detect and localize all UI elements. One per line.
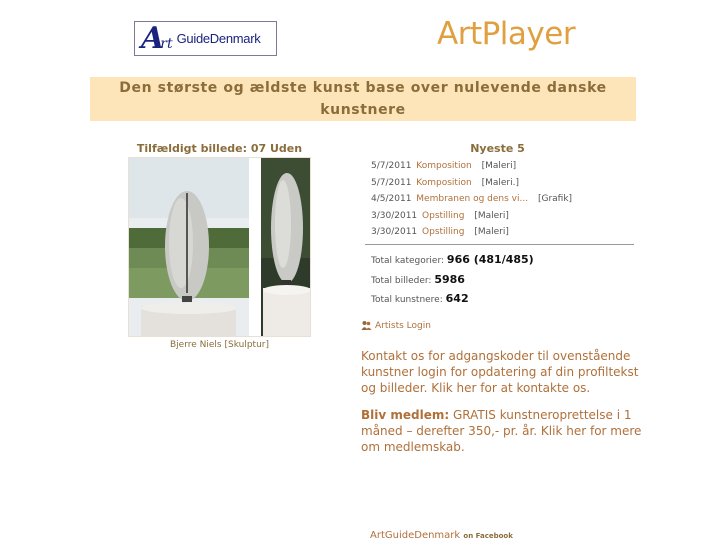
artguide-logo[interactable]: [134, 21, 277, 56]
users-icon: [361, 320, 372, 331]
stat-label: Total billeder:: [371, 275, 432, 286]
list-item: [371, 208, 636, 225]
item-link[interactable]: Opstilling: [422, 227, 465, 237]
item-category: [Maleri.]: [481, 177, 519, 188]
item-link[interactable]: Membranen og dens vi...: [416, 194, 529, 204]
facebook-link[interactable]: [370, 530, 513, 541]
stat-categories: [371, 251, 534, 271]
stat-value: 642: [445, 292, 469, 305]
item-category: [Maleri]: [474, 210, 509, 221]
item-date: 5/7/2011: [371, 177, 412, 188]
random-image-title: Tilfældigt billede: 07 Uden: [136, 142, 303, 155]
latest-list: [371, 158, 636, 241]
item-category: [Maleri]: [481, 161, 517, 171]
sculpture-photo: [129, 158, 311, 337]
artists-login-link[interactable]: [361, 320, 431, 331]
artists-login-label: Artists Login: [375, 320, 431, 331]
list-item: [371, 158, 636, 175]
stat-value: 5986: [434, 272, 465, 286]
item-link[interactable]: Komposition: [416, 177, 472, 188]
latest-title: Nyeste 5: [470, 142, 525, 155]
logo-letter: A: [141, 20, 163, 56]
list-item: [371, 175, 636, 192]
item-date: 3/30/2011: [371, 210, 418, 221]
stat-value: 966 (481/485): [446, 253, 534, 266]
item-category: [Maleri]: [474, 227, 509, 237]
stat-artists: [371, 290, 534, 310]
contact-text[interactable]: Kontakt os for adgangskoder til ovenstående kunstner login for opdatering af din profiltekst og billeder. Klik her for at kontakte os.: [361, 349, 639, 395]
stats-block: [371, 251, 534, 310]
membership-bold: Bliv medlem:: [361, 408, 450, 422]
list-item: [371, 191, 636, 208]
tagline-banner: Den største og ældste kunst base over nulevende danske kunstnere: [90, 77, 636, 121]
logo-text: GuideDenmark: [176, 31, 261, 46]
logo-letter-rt: rt: [160, 35, 173, 52]
item-date: 5/7/2011: [371, 161, 412, 171]
item-link[interactable]: Komposition: [416, 161, 472, 171]
facebook-brand: ArtGuideDenmark: [370, 530, 461, 541]
list-item: [371, 224, 636, 241]
facebook-suffix: on Facebook: [463, 532, 513, 540]
membership-body: GRATIS kunstneroprettelse i 1 måned – derefter 350,- pr. år. Klik her for mere om medlemskab.: [361, 408, 642, 454]
membership-text[interactable]: [361, 407, 651, 455]
stat-label: Total kategorier:: [371, 256, 445, 266]
divider: [365, 244, 634, 245]
stat-images: [371, 271, 534, 291]
item-category: [Grafik]: [537, 194, 573, 204]
item-date: 4/5/2011: [371, 194, 412, 204]
site-title[interactable]: ArtPlayer: [437, 16, 576, 52]
item-link[interactable]: Opstilling: [422, 210, 465, 221]
random-image-photo[interactable]: [128, 157, 311, 337]
stat-label: Total kunstnere:: [371, 295, 443, 305]
item-date: 3/30/2011: [371, 227, 418, 237]
random-image-caption[interactable]: Bjerre Niels [Skulptur]: [170, 340, 269, 350]
